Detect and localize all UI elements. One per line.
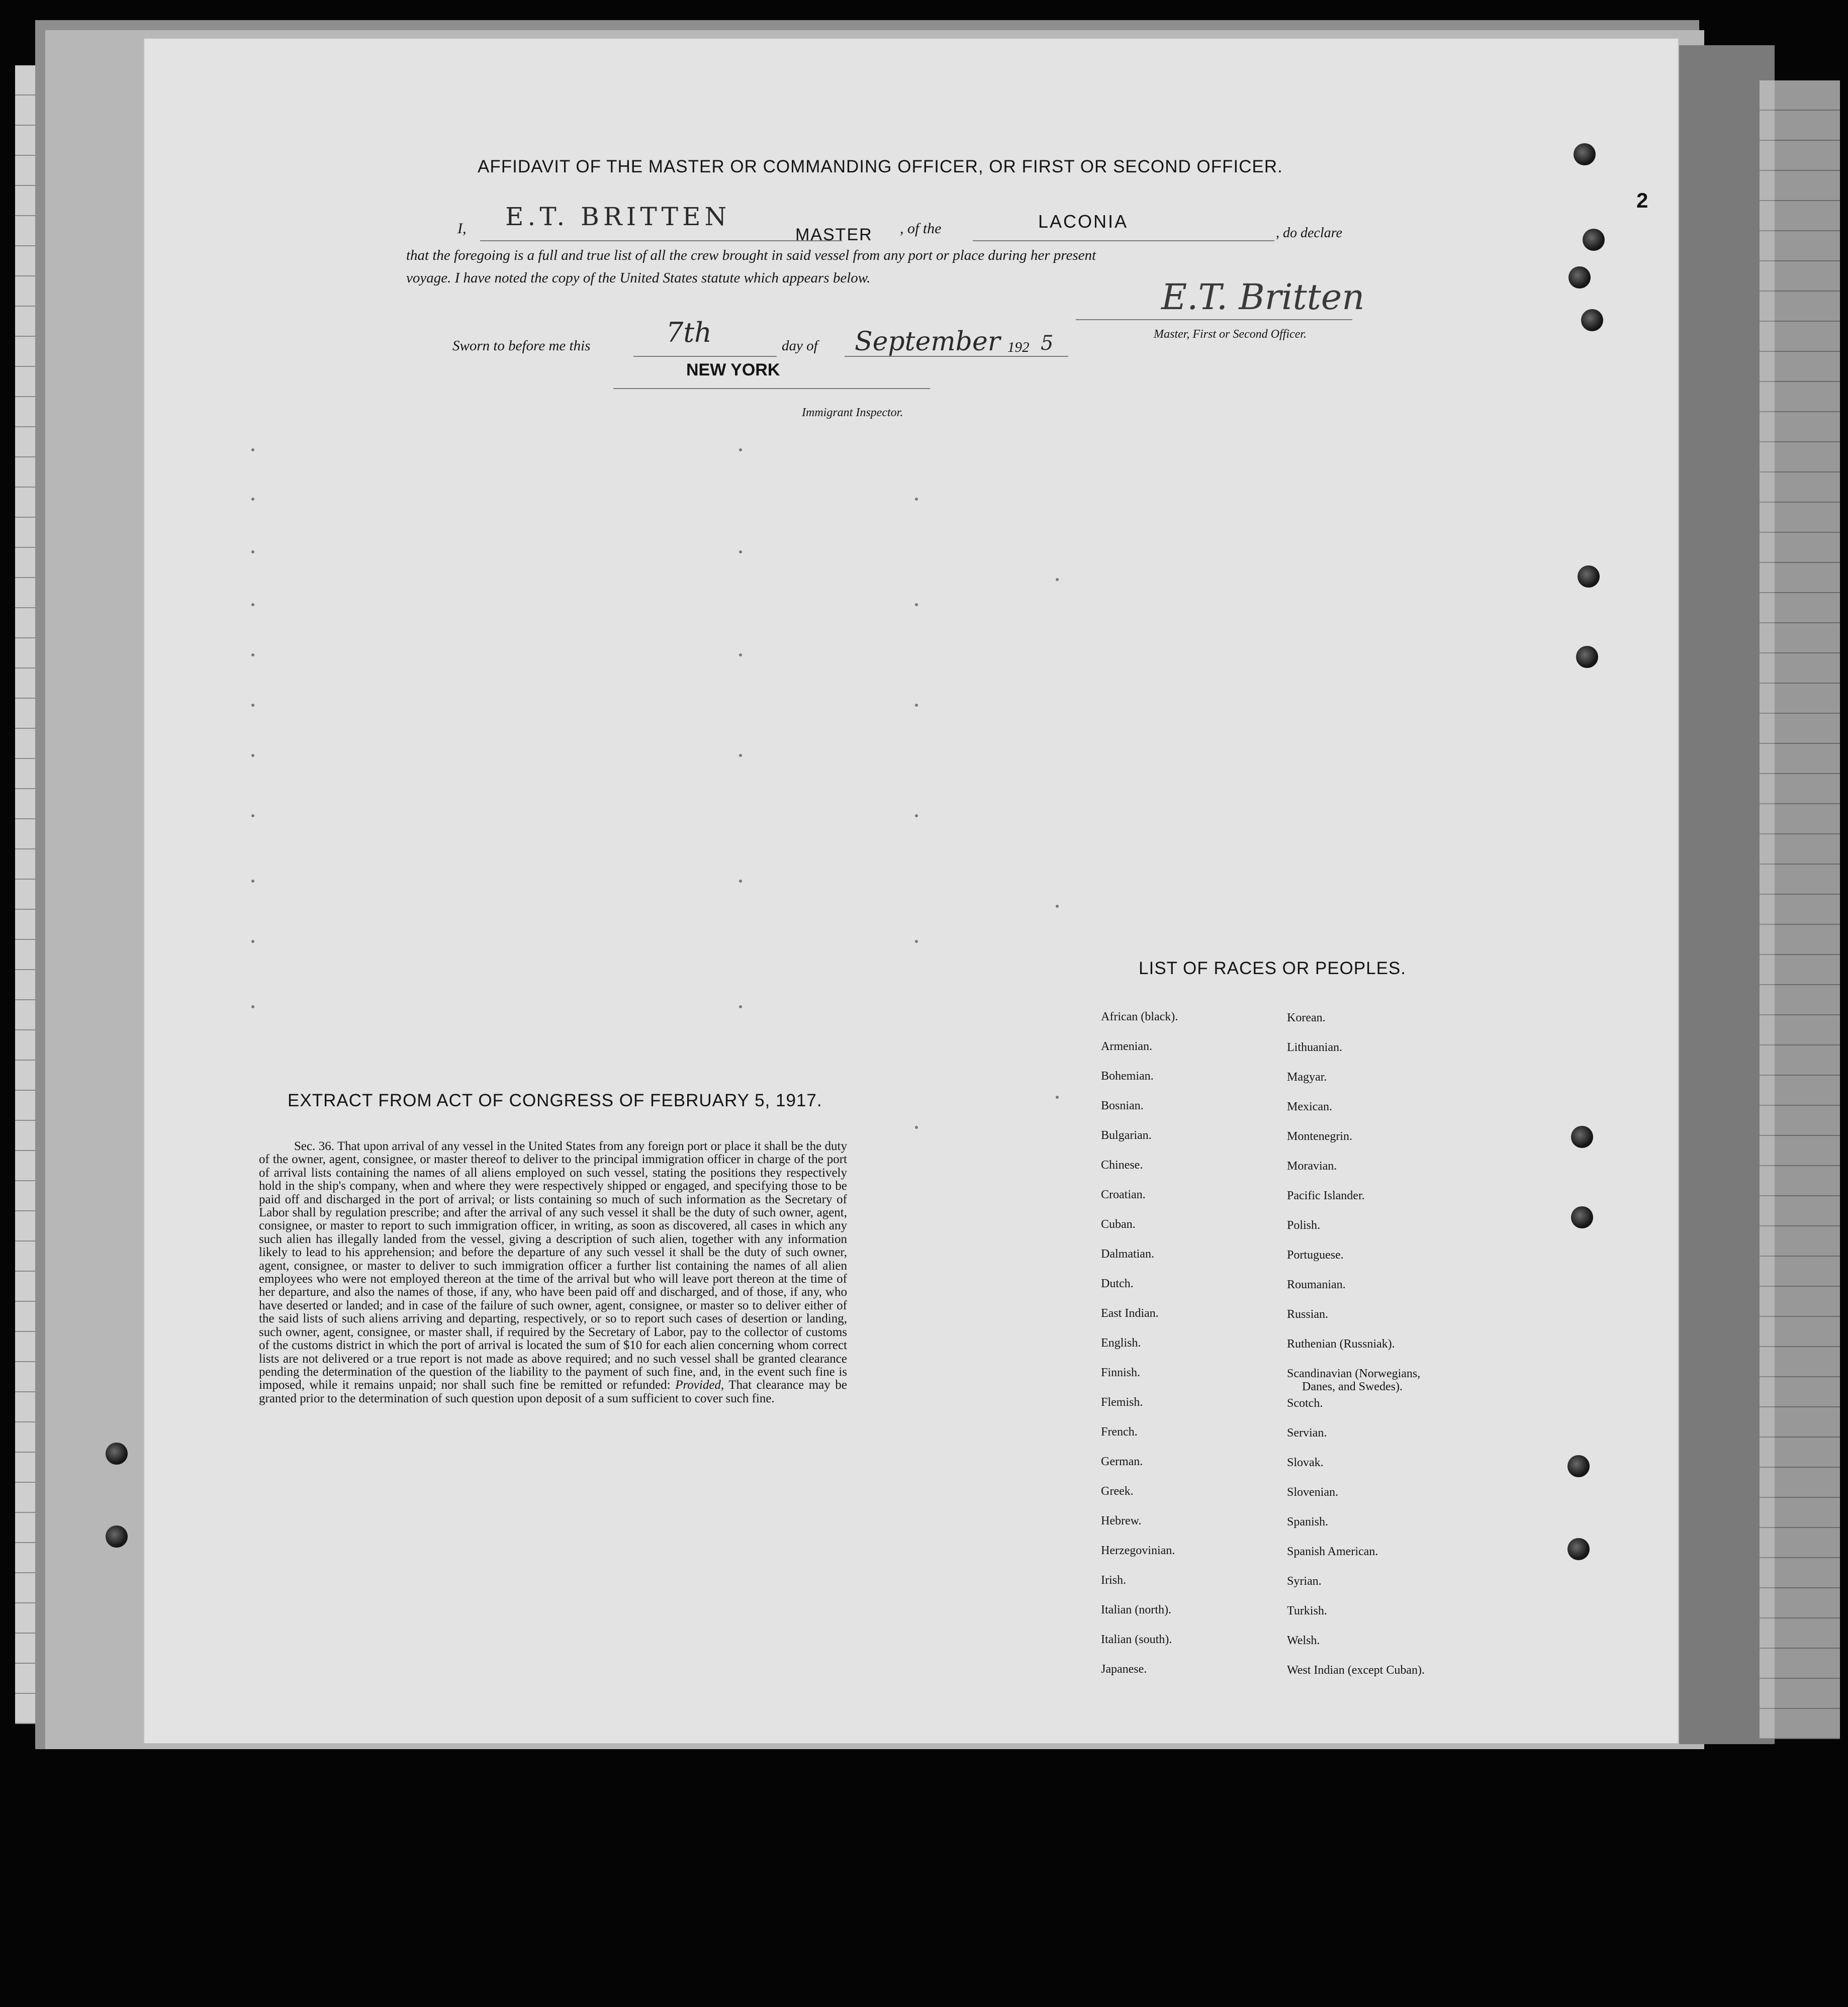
race-item: Slovenian.: [1287, 1486, 1338, 1499]
race-item: Herzegovinian.: [1101, 1544, 1175, 1557]
race-item: Polish.: [1287, 1219, 1321, 1232]
race-item: Turkish.: [1287, 1604, 1327, 1617]
race-item: Greek.: [1101, 1485, 1134, 1498]
races-heading: LIST OF RACES OR PEOPLES.: [1139, 959, 1407, 978]
race-item: Hebrew.: [1101, 1514, 1142, 1527]
name-fill-line: [480, 240, 842, 241]
statute-provided: Provided,: [675, 1378, 724, 1392]
race-item: German.: [1101, 1455, 1143, 1468]
place-stamp: NEW YORK: [686, 360, 780, 379]
rank-stamp: MASTER: [795, 225, 873, 244]
race-item: Italian (north).: [1101, 1603, 1171, 1616]
sworn-prefix: Sworn to before me this: [452, 338, 591, 354]
sworn-day-line: [633, 356, 777, 357]
statute-text: [259, 1140, 847, 1405]
vessel-fill-line: [973, 240, 1274, 241]
race-item: French.: [1101, 1425, 1138, 1439]
master-signature: E.T. Britten: [1161, 276, 1365, 318]
race-item: Dutch.: [1101, 1277, 1134, 1290]
race-item: Dalmatian.: [1101, 1248, 1154, 1261]
race-item: Chinese.: [1101, 1159, 1143, 1172]
sworn-month-handwritten: September: [855, 327, 1000, 357]
race-item: Lithuanian.: [1287, 1041, 1342, 1054]
year-printed: 192: [1007, 339, 1030, 355]
race-item: Portuguese.: [1287, 1249, 1344, 1262]
race-item-continued: Danes, and Swedes).: [1302, 1380, 1403, 1393]
race-item: Italian (south).: [1101, 1633, 1172, 1646]
race-item: Russian.: [1287, 1308, 1329, 1321]
race-item: Syrian.: [1287, 1575, 1322, 1588]
race-item: Magyar.: [1287, 1071, 1327, 1084]
race-item: Bohemian.: [1101, 1070, 1154, 1083]
statute-section-label: Sec. 36.: [294, 1139, 334, 1153]
statute-body: That upon arrival of any vessel in the United States from any foreign port or place it shall be the duty of the owner, agent, consignee, or master thereof to deliver to the principal immigration officer in charge of the port of arrival lists containing the names of all aliens employed on such vessel, stating the positions they respectively hold in the ship's company, when and where they were respectively shipped or engaged, and specifying those to be paid off and discharged in the port of arrival; or lists containing so much of such information as the Secretary of Labor shall by regulation prescribe; and after the arrival of any such vessel it shall be the duty of such owner, agent, consignee, or master to report to such immigration officer, in writing, as soon as discovered, all cases in which any such alien has illegally landed from the vessel, giving a description of such alien, together with any information likely to lead to his apprehension; and before the departure of any such vessel it shall be the duty of such owner, agent, consignee, or master to deliver to such immigration officer a further list containing the names of all alien employees who were not employed thereon at the time of the arrival but who will leave port thereon at the time of her departure, and also the names of those, if any, who have been paid off and discharged, and of those, if any, who have deserted or landed; and in case of the failure of such owner, agent, consignee, or master so to deliver either of the said lists of such aliens arriving and departing, respectively, or so to report such cases of desertion or landing, such owner, agent, consignee, or master shall, if required by the Secretary of Labor, pay to the collector of customs of the customs district in which the port of arrival is located the sum of $10 for each alien concerning whom correct lists are not delivered or a true report is not made as above required; and no such vessel shall be granted clearance pending the determination of the question of the liability to the payment of such fine, and, in the event such fine is imposed, while it remains unpaid; nor shall such fine be remitted or refunded:: [259, 1139, 847, 1392]
race-item: Bulgarian.: [1101, 1129, 1152, 1142]
race-item-scandinavian: [1287, 1367, 1425, 1397]
race-item: Irish.: [1101, 1574, 1126, 1587]
race-item: Bosnian.: [1101, 1099, 1144, 1112]
race-item: Finnish.: [1101, 1366, 1141, 1379]
affidavit-heading: AFFIDAVIT OF THE MASTER OR COMMANDING OFFICER, OR FIRST OR SECOND OFFICER.: [478, 157, 1283, 176]
race-item: West Indian (except Cuban).: [1287, 1664, 1425, 1677]
race-item: Flemish.: [1101, 1396, 1143, 1409]
extract-heading: EXTRACT FROM ACT OF CONGRESS OF FEBRUARY 5, 1917.: [288, 1091, 822, 1110]
vessel-name: LACONIA: [1038, 211, 1129, 232]
race-item: Scandinavian (Norwegians,: [1287, 1367, 1421, 1380]
races-column-1: [1101, 1010, 1178, 1692]
race-item: Korean.: [1287, 1011, 1326, 1024]
sworn-day-handwritten: 7th: [666, 317, 712, 348]
inspector-caption: Immigrant Inspector.: [802, 406, 903, 419]
affidavit-body-line2: voyage. I have noted the copy of the United States statute which appears below.: [406, 270, 871, 286]
signature-caption: Master, First or Second Officer.: [1154, 328, 1307, 341]
affidavit-prefix: I,: [457, 220, 467, 237]
master-name-handwritten: E.T. BRITTEN: [505, 202, 731, 231]
right-ledger-sheet: [1760, 80, 1840, 1739]
race-item: Spanish American.: [1287, 1545, 1378, 1558]
race-item: Pacific Islander.: [1287, 1189, 1365, 1202]
signature-line: [1076, 319, 1352, 320]
race-item: Montenegrin.: [1287, 1130, 1352, 1143]
race-item: Moravian.: [1287, 1160, 1337, 1173]
affidavit-body-line1: that the foregoing is a full and true list of all the crew brought in said vessel from any port or place during her present: [406, 247, 1096, 263]
race-item: Roumanian.: [1287, 1278, 1346, 1291]
race-item: Mexican.: [1287, 1100, 1332, 1113]
race-item: East Indian.: [1101, 1307, 1159, 1320]
do-declare-label: , do declare: [1276, 225, 1342, 241]
of-the-label: , of the: [900, 220, 942, 237]
race-item: African (black).: [1101, 1010, 1178, 1023]
statute-body-end: That clearance may be granted prior to the determination of such question upon deposit of a sum sufficient to cover such fine.: [259, 1378, 847, 1405]
page-number: 2: [1636, 188, 1648, 212]
race-item: Cuban.: [1101, 1218, 1136, 1231]
race-item: English.: [1101, 1336, 1141, 1350]
race-item: Slovak.: [1287, 1456, 1324, 1469]
manifest-page: [143, 38, 1679, 1744]
race-item: Scotch.: [1287, 1397, 1323, 1410]
race-item: Servian.: [1287, 1426, 1327, 1440]
race-item: Ruthenian (Russniak).: [1287, 1337, 1395, 1351]
races-column-2: [1287, 1011, 1425, 1693]
race-item: Croatian.: [1101, 1188, 1146, 1201]
day-of-label: day of: [782, 338, 818, 354]
race-item: Japanese.: [1101, 1663, 1147, 1676]
year-handwritten: 5: [1041, 332, 1054, 355]
race-item: Spanish.: [1287, 1515, 1329, 1528]
inspector-line: [613, 388, 930, 389]
race-item: Armenian.: [1101, 1040, 1152, 1053]
race-item: Welsh.: [1287, 1634, 1320, 1647]
